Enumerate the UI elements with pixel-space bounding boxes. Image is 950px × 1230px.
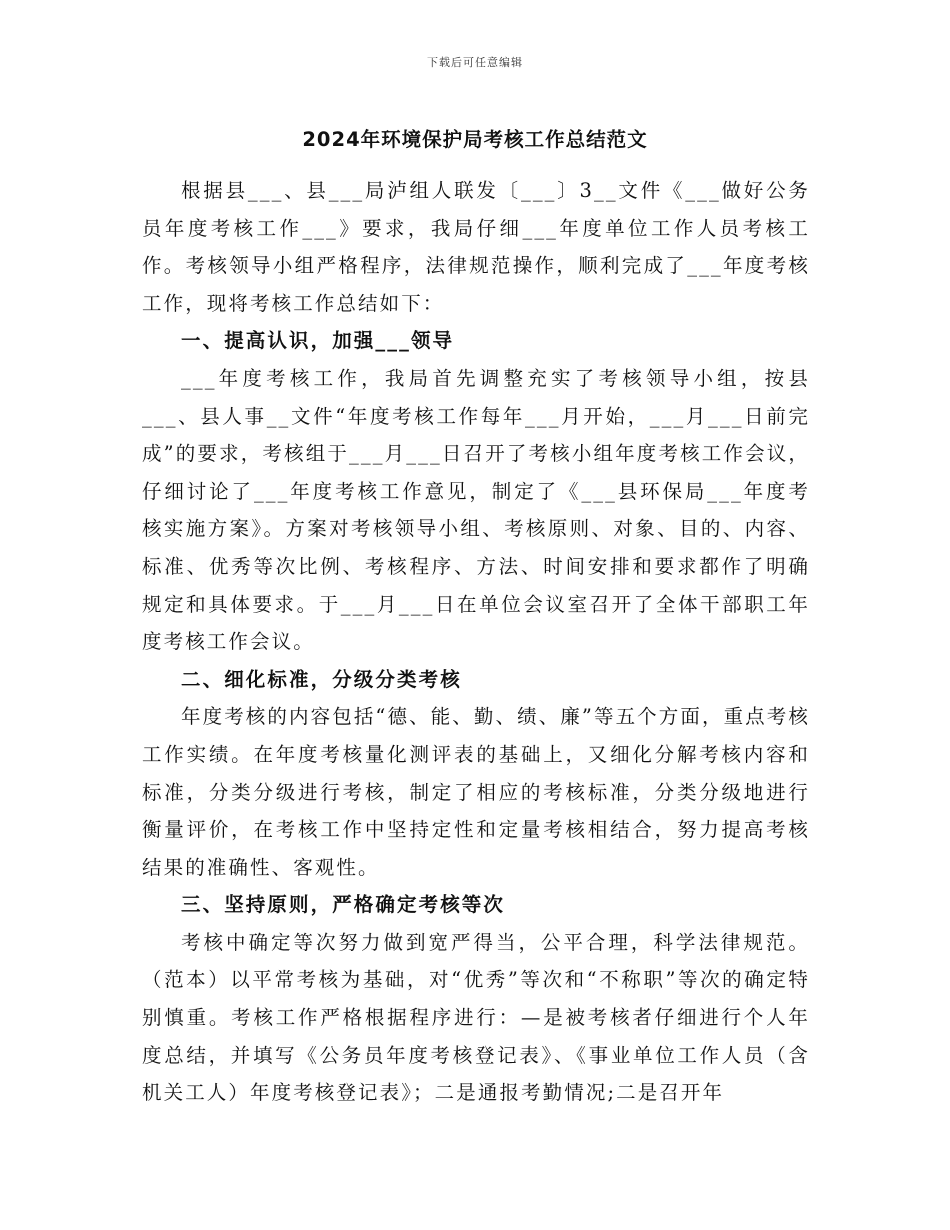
document-title: 2024年环境保护局考核工作总结范文 — [302, 128, 648, 151]
section-2-paragraph: 年度考核的内容包括“德、能、勤、绩、廉”等五个方面，重点考核工作实绩。在年度考核量化测评表的基础上，又细化分解考核内容和标准，分类分级进行考核，制定了相应的考核标准，分类分级地进行衡量评价，在考核工作中坚持定性和定量考核相结合，努力提高考核结果的准确性、客观性。 — [142, 705, 810, 879]
section-1-paragraph: ___年度考核工作，我局首先调整充实了考核领导小组，按县___、县人事__文件“年度考核工作每年___月开始，___月___日前完成”的要求，考核组于___月___日召开了考核小组年度考核工作会议，仔细讨论了___年度考核工作意见，制定了《___县环保局___年度考核实施方案》。方案对考核领导小组、考核原则、对象、目的、内容、标准、优秀等次比例、考核程序、方法、时间安排和要求都作了明确规定和具体要求。于___月___日在单位会议室召开了全体干部职工年度考核工作会议。 — [142, 366, 810, 654]
document-body — [142, 172, 810, 1112]
section-3-heading: 三、坚持原则，严格确定考核等次 — [181, 893, 506, 917]
section-3-paragraph: 考核中确定等次努力做到宽严得当，公平合理，科学法律规范。（范本）以平常考核为基础，对“优秀”等次和“不称职”等次的确定特别慎重。考核工作严格根据程序进行：—是被考核者仔细进行个人年度总结，并填写《公务员年度考核登记表》、《事业单位工作人员（含机关工人）年度考核登记表》；二是通报考勤情况;二是召开年 — [142, 930, 810, 1105]
header-note: 下载后可任意编辑 — [427, 56, 523, 69]
section-2-heading: 二、细化标准，分级分类考核 — [181, 667, 462, 691]
intro-paragraph: 根据县___、县___局泸组人联发〔___〕3__文件《___做好公务员年度考核工作___》要求，我局仔细___年度单位工作人员考核工作。考核领导小组严格程序，法律规范操作，顺利完成了___年度考核工作，现将考核工作总结如下： — [142, 179, 810, 315]
section-1-heading: 一、提高认识，加强___领导 — [181, 329, 455, 353]
